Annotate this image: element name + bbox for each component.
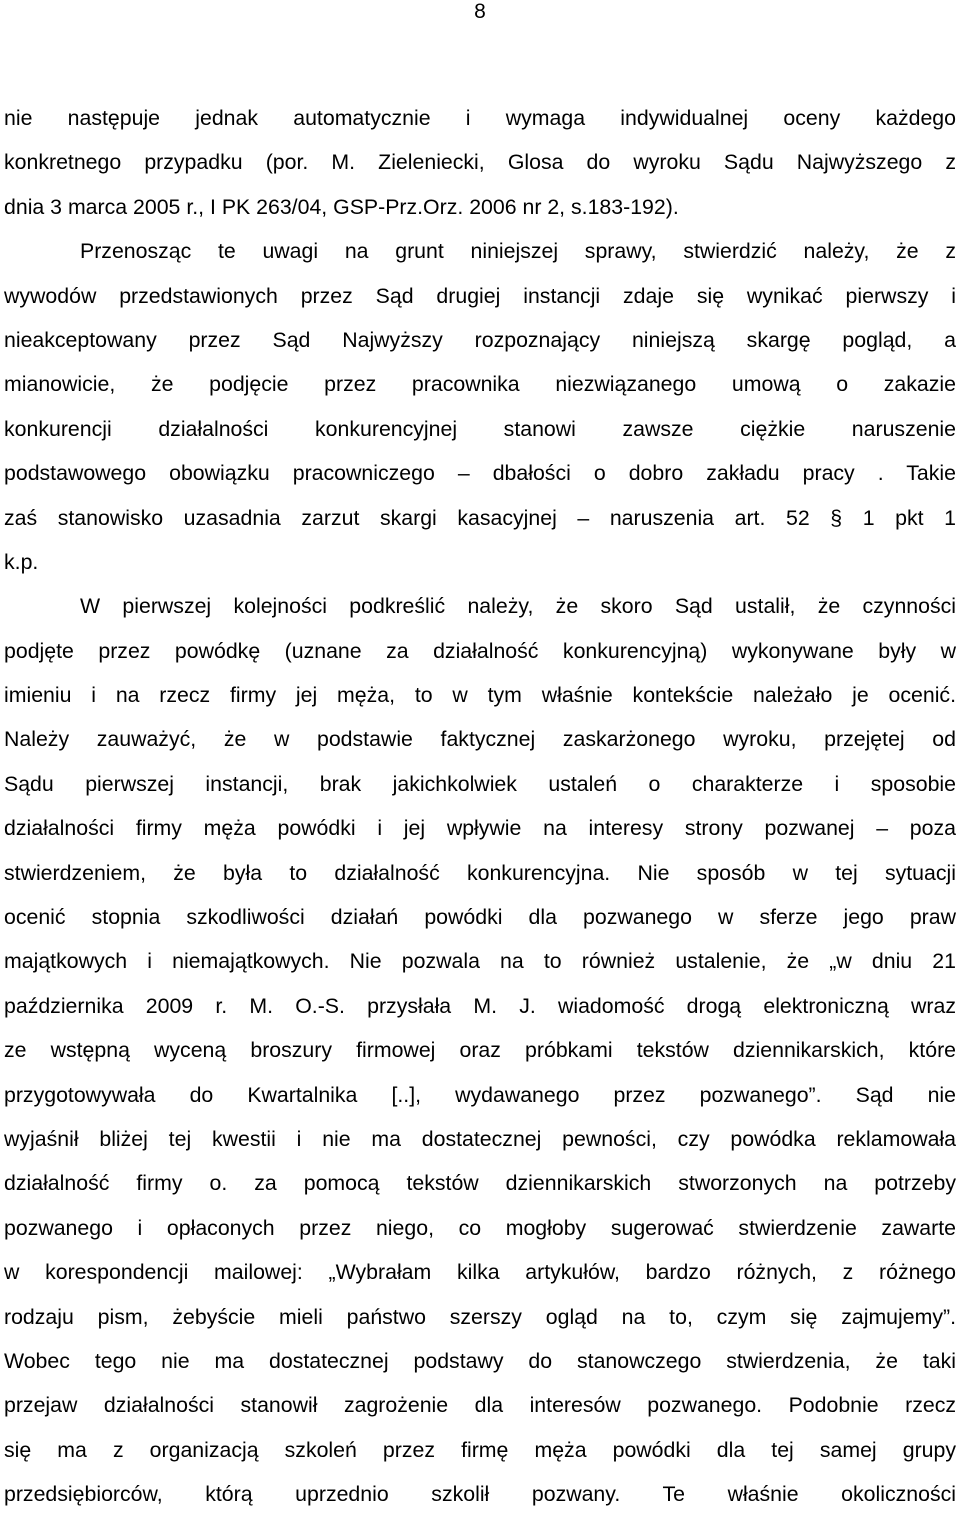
text-line: Przenosząc te uwagi na grunt niniejszej sprawy, stwierdzić należy, że z <box>80 239 956 264</box>
text-line: w korespondencji mailowej: „Wybrałam kilka artykułów, bardzo różnych, z różnego <box>4 1260 956 1285</box>
text-line: się ma z organizacją szkoleń przez firmę męża powódki dla tej samej grupy <box>4 1437 956 1462</box>
text-line: podstawowego obowiązku pracowniczego – dbałości o dobro zakładu pracy . Takie <box>4 461 956 486</box>
text-line: majątkowych i niemajątkowych. Nie pozwala na to również ustalenie, że „w dniu 21 <box>4 949 956 974</box>
text-line: przedsiębiorców, którą uprzednio szkolił pozwany. Te właśnie okoliczności <box>4 1482 956 1507</box>
text-line: wywodów przedstawionych przez Sąd drugiej instancji zdaje się wynikać pierwszy i <box>4 283 956 308</box>
text-line: pozwanego i opłaconych przez niego, co mogłoby sugerować stwierdzenie zawarte <box>4 1215 956 1240</box>
text-line: przejaw działalności stanowił zagrożenie dla interesów pozwanego. Podobnie rzecz <box>4 1393 956 1418</box>
page-number: 8 <box>474 0 486 23</box>
document-body <box>4 96 956 1517</box>
text-line: działalność firmy o. za pomocą tekstów dziennikarskich stworzonych na potrzeby <box>4 1171 956 1196</box>
text-line: dnia 3 marca 2005 r., I PK 263/04, GSP-Prz.Orz. 2006 nr 2, s.183-192). <box>4 194 679 219</box>
text-line: podjęte przez powódkę (uznane za działalność konkurencyjną) wykonywane były w <box>4 638 956 663</box>
text-line: k.p. <box>4 549 39 574</box>
text-line: października 2009 r. M. O.-S. przysłała M. J. wiadomość drogą elektroniczną wraz <box>4 993 956 1018</box>
text-line: W pierwszej kolejności podkreślić należy, że skoro Sąd ustalił, że czynności <box>80 594 956 619</box>
text-line: ze wstępną wyceną broszury firmowej oraz próbkami tekstów dziennikarskich, które <box>4 1038 956 1063</box>
text-line: nie następuje jednak automatycznie i wymaga indywidualnej oceny każdego <box>4 106 956 130</box>
text-line: mianowicie, że podjęcie przez pracownika niezwiązanego umową o zakazie <box>4 372 956 397</box>
text-line: wyjaśnił bliżej tej kwestii i nie ma dostatecznej pewności, czy powódka reklamowała <box>4 1126 956 1151</box>
text-line: przygotowywała do Kwartalnika [..], wydawanego przez pozwanego”. Sąd nie <box>4 1082 956 1107</box>
text-line: Sądu pierwszej instancji, brak jakichkolwiek ustaleń o charakterze i sposobie <box>4 771 956 796</box>
text-line: konkurencji działalności konkurencyjnej stanowi zawsze ciężkie naruszenie <box>4 416 956 441</box>
text-line: stwierdzeniem, że była to działalność konkurencyjna. Nie sposób w tej sytuacji <box>4 860 956 885</box>
text-line: rodzaju pism, żebyście mieli państwo szerszy ogląd na to, czym się zajmujemy”. <box>4 1304 956 1329</box>
text-line: konkretnego przypadku (por. M. Zieleniecki, Glosa do wyroku Sądu Najwyższego z <box>4 150 956 175</box>
text-line: Wobec tego nie ma dostatecznej podstawy do stanowczego stwierdzenia, że taki <box>4 1348 956 1373</box>
text-line: Należy zauważyć, że w podstawie faktycznej zaskarżonego wyroku, przejętej od <box>4 727 956 752</box>
text-line: nieakceptowany przez Sąd Najwyższy rozpoznający niniejszą skargę pogląd, a <box>4 327 956 352</box>
text-line: działalności firmy męża powódki i jej wpływie na interesy strony pozwanej – poza <box>4 816 956 841</box>
text-line: zaś stanowisko uzasadnia zarzut skargi kasacyjnej – naruszenia art. 52 § 1 pkt 1 <box>4 505 956 530</box>
text-line: ocenić stopnia szkodliwości działań powódki dla pozwanego w sferze jego praw <box>4 905 956 930</box>
text-line: imieniu i na rzecz firmy jej męża, to w tym właśnie kontekście należało je ocenić. <box>4 683 956 708</box>
